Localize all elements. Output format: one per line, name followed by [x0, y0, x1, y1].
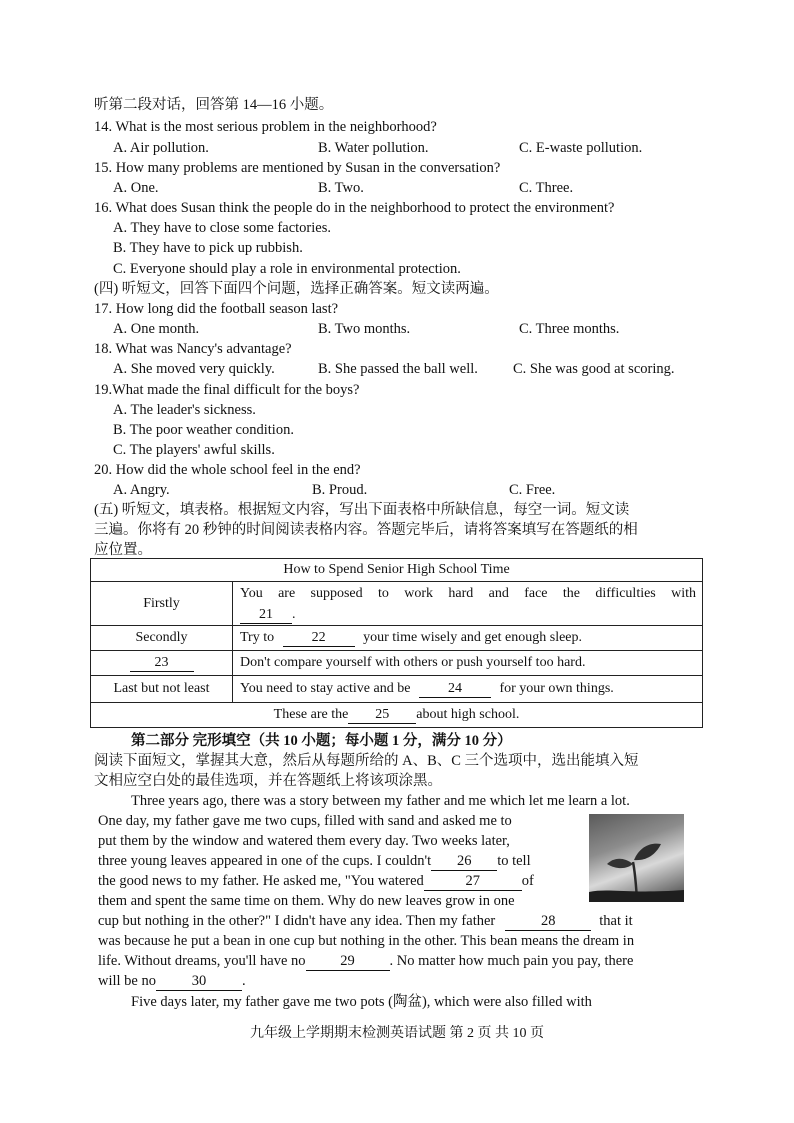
table-row [91, 626, 703, 651]
table-cell-text: These are the [273, 707, 349, 722]
question-20-option-a: A. Angry. [113, 482, 170, 498]
table-cell-text: Don't compare yourself with others or push yourself too hard. [233, 651, 703, 676]
sprout-icon [589, 814, 684, 902]
question-16-option-c: C. Everyone should play a role in environmental protection. [113, 261, 461, 277]
table-cell [91, 651, 233, 676]
answer-blank-21[interactable]: 21 [240, 606, 292, 624]
table-cell-text: You are supposed to work hard and face the difficulties with [240, 585, 697, 601]
answer-blank-28[interactable]: 28 [505, 913, 591, 931]
table-row [91, 559, 703, 582]
passage-line [98, 851, 531, 871]
question-17-stem: 17. How long did the football season last? [94, 301, 339, 317]
instruction-line: 阅读下面短文，掌握其大意，然后从每题所给的 A、B、C 三个选项中，选出能填入短 [94, 753, 639, 769]
question-19-stem: 19.What made the final difficult for the boys? [94, 382, 360, 398]
passage-text: three young leaves appeared in one of the cups. I couldn't [98, 853, 432, 869]
table-cell-text: You need to stay active and be [240, 681, 411, 696]
instruction-line: 文相应空白处的最佳选项，并在答题纸上将该项涂黑。 [94, 773, 442, 789]
table-cell-text: about high school. [416, 707, 520, 722]
passage-text: that it [599, 913, 633, 929]
table-row-label: Last but not least [91, 676, 233, 703]
passage-line: put them by the window and watered them every day. Two weeks later, [98, 833, 510, 849]
table-cell-text: for your own things. [499, 681, 614, 696]
table-row [91, 703, 703, 728]
passage-text: life. Without dreams, you'll have no [98, 953, 306, 969]
passage-text: . No matter how much pain you pay, there [389, 953, 634, 969]
answer-blank-26[interactable]: 26 [431, 853, 497, 871]
part-heading: 第二部分 完形填空（共 10 小题；每小题 1 分，满分 10 分） [131, 733, 512, 749]
question-15-option-b: B. Two. [318, 180, 364, 196]
table-row [91, 582, 703, 626]
passage-text: to tell [497, 853, 531, 869]
table-row [91, 651, 703, 676]
question-20-option-b: B. Proud. [312, 482, 368, 498]
question-17-option-c: C. Three months. [519, 321, 620, 337]
question-18-option-b: B. She passed the ball well. [318, 361, 478, 377]
question-14-stem: 14. What is the most serious problem in the neighborhood? [94, 119, 437, 135]
table-row-label: Secondly [91, 626, 233, 651]
question-14-option-c: C. E-waste pollution. [519, 140, 643, 156]
question-19-option-b: B. The poor weather condition. [113, 422, 294, 438]
passage-text: . [242, 973, 246, 989]
passage-text: the good news to my father. He asked me, "You watered [98, 873, 424, 889]
question-17-option-a: A. One month. [113, 321, 200, 337]
passage-line [98, 911, 633, 931]
answer-blank-27[interactable]: 27 [424, 873, 522, 891]
instruction-line: 应位置。 [94, 542, 152, 558]
question-20-option-c: C. Free. [509, 482, 556, 498]
question-16-option-a: A. They have to close some factories. [113, 220, 331, 236]
page-footer: 九年级上学期期末检测英语试题 第 2 页 共 10 页 [250, 1026, 544, 1041]
question-15-option-c: C. Three. [519, 180, 574, 196]
question-14-option-a: A. Air pollution. [113, 140, 209, 156]
question-19-option-a: A. The leader's sickness. [113, 402, 256, 418]
passage-line: Five days later, my father gave me two pots (陶盆), which were also filled with [131, 994, 592, 1010]
table-title: How to Spend Senior High School Time [91, 559, 703, 582]
table-cell-text: . [292, 606, 296, 622]
question-14-option-b: B. Water pollution. [318, 140, 429, 156]
question-19-option-c: C. The players' awful skills. [113, 442, 275, 458]
table-cell [233, 626, 703, 651]
passage-text: cup but nothing in the other?" I didn't have any idea. Then my father [98, 913, 496, 929]
question-17-option-b: B. Two months. [318, 321, 411, 337]
passage-text: of [521, 873, 534, 889]
passage-line: One day, my father gave me two cups, filled with sand and asked me to [98, 813, 512, 829]
table-cell [233, 676, 703, 703]
answer-blank-29[interactable]: 29 [306, 953, 390, 971]
passage-text: will be no [98, 973, 156, 989]
passage-line: was because he put a bean in one cup but nothing in the other. This bean means the dream in [98, 933, 635, 949]
question-16-stem: 16. What does Susan think the people do in the neighborhood to protect the environment? [94, 200, 615, 216]
passage-line: them and spent the same time on them. Why do new leaves grow in one [98, 893, 515, 909]
passage-line [98, 871, 534, 891]
table-cell [233, 582, 703, 626]
passage-line [98, 951, 633, 971]
question-20-stem: 20. How did the whole school feel in the end? [94, 462, 361, 478]
question-18-option-a: A. She moved very quickly. [113, 361, 275, 377]
question-15-stem: 15. How many problems are mentioned by Susan in the conversation? [94, 160, 501, 176]
question-15-option-a: A. One. [113, 180, 159, 196]
answer-blank-25[interactable]: 25 [348, 706, 416, 724]
answer-blank-24[interactable]: 24 [419, 680, 491, 698]
passage-line: Three years ago, there was a story between my father and me which let me learn a lot. [131, 793, 630, 809]
section-heading: 听第二段对话，回答第 14—16 小题。 [94, 97, 334, 113]
instruction-line: 三遍。你将有 20 秒钟的时间阅读表格内容。答题完毕后，请将答案填写在答题纸的相 [94, 522, 638, 538]
table-cell-text: your time wisely and get enough sleep. [363, 630, 583, 645]
table-cell [91, 703, 703, 728]
passage-line [98, 971, 246, 991]
section-heading: (四) 听短文，回答下面四个问题，选择正确答案。短文读两遍。 [94, 281, 499, 297]
fill-in-table [90, 558, 703, 728]
question-18-stem: 18. What was Nancy's advantage? [94, 341, 292, 357]
question-16-option-b: B. They have to pick up rubbish. [113, 240, 303, 256]
answer-blank-22[interactable]: 22 [283, 629, 355, 647]
table-row-label: Firstly [91, 582, 233, 626]
sprout-photo [589, 814, 684, 902]
answer-blank-30[interactable]: 30 [156, 973, 242, 991]
table-cell-text: Try to [240, 630, 275, 645]
instruction-line: (五) 听短文，填表格。根据短文内容，写出下面表格中所缺信息，每空一词。短文读 [94, 502, 630, 518]
question-18-option-c: C. She was good at scoring. [513, 361, 675, 377]
answer-blank-23[interactable]: 23 [130, 654, 194, 672]
table-row [91, 676, 703, 703]
